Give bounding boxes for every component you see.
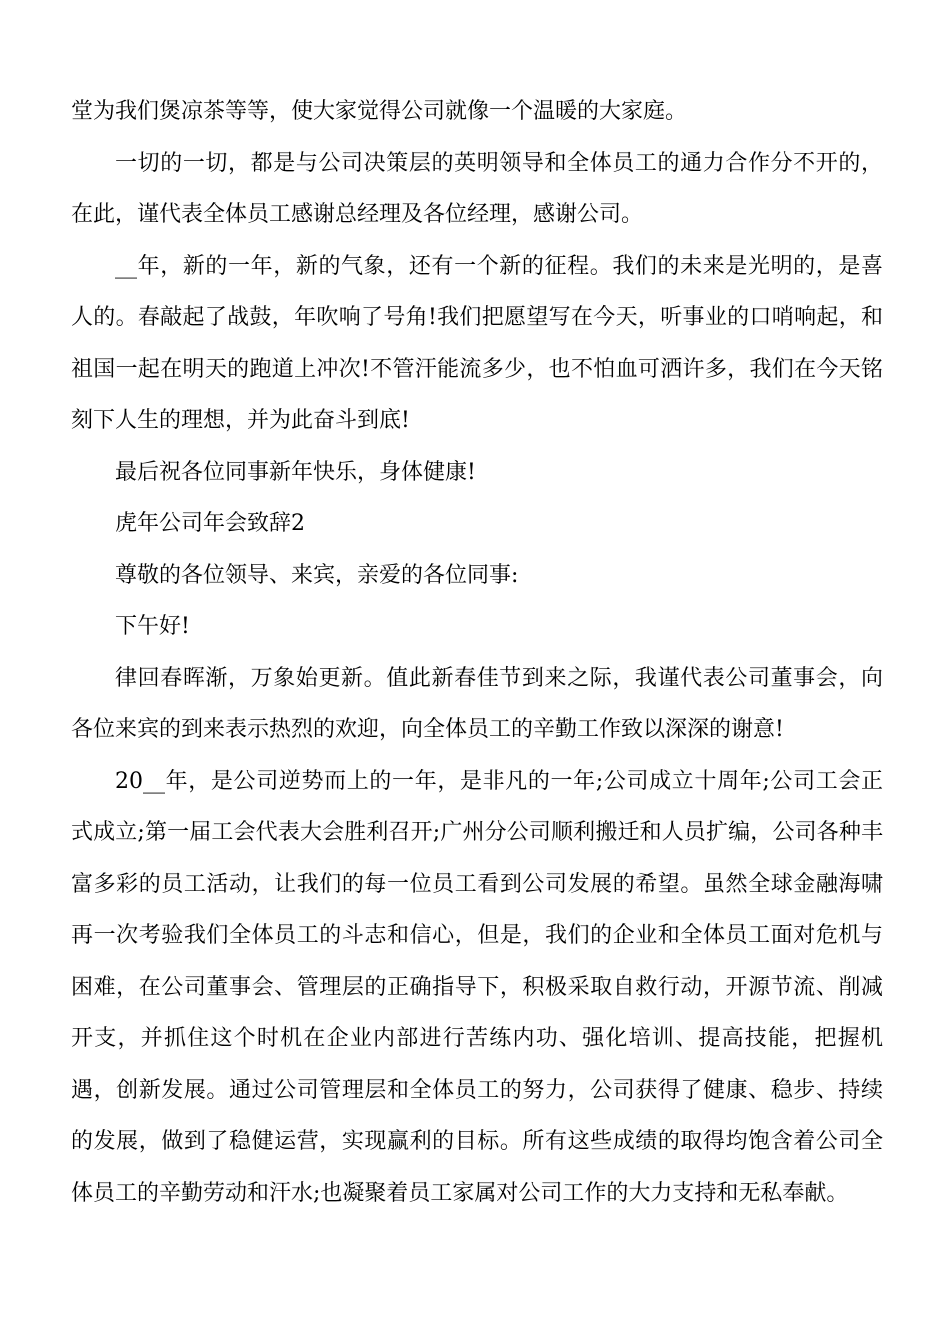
- paragraph: 最后祝各位同事新年快乐，身体健康!: [115, 459, 476, 485]
- section-heading: 虎年公司年会致辞2: [115, 511, 305, 536]
- document-body: [71, 86, 883, 1219]
- salutation: 尊敬的各位领导、来宾，亲爱的各位同事:: [115, 562, 519, 588]
- paragraph: 一切的一切，都是与公司决策层的英明领导和全体员工的通力合作分不开的，在此，谨代表全体员工感谢总经理及各位经理，感谢公司。: [71, 150, 883, 227]
- paragraph: 堂为我们煲凉茶等等，使大家觉得公司就像一个温暖的大家庭。: [71, 99, 688, 124]
- paragraph: 律回春晖渐，万象始更新。值此新春佳节到来之际，我谨代表公司董事会，向各位来宾的到来表示热烈的欢迎，向全体员工的辛勤工作致以深深的谢意!: [71, 665, 883, 742]
- paragraph: __年，新的一年，新的气象，还有一个新的征程。我们的未来是光明的，是喜人的。春敲起了战鼓，年吹响了号角!我们把愿望写在今天，听事业的口哨响起，和祖国一起在明天的跑道上冲次!不管汗能流多少，也不怕血可洒许多，我们在今天铭刻下人生的理想，并为此奋斗到底!: [71, 253, 883, 433]
- paragraph: 20__年，是公司逆势而上的一年，是非凡的一年;公司成立十周年;公司工会正式成立;第一届工会代表大会胜利召开;广州分公司顺利搬迁和人员扩编，公司各种丰富多彩的员工活动，让我们的每一位员工看到公司发展的希望。虽然全球金融海啸再一次考验我们全体员工的斗志和信心，但是，我们的企业和全体员工面对危机与困难，在公司董事会、管理层的正确指导下，积极采取自救行动，开源节流、削减开支，并抓住这个时机在企业内部进行苦练内功、强化培训、提高技能，把握机遇，创新发展。通过公司管理层和全体员工的努力，公司获得了健康、稳步、持续的发展，做到了稳健运营，实现赢利的目标。所有这些成绩的取得均饱含着公司全体员工的辛勤劳动和汗水;也凝聚着员工家属对公司工作的大力支持和无私奉献。: [71, 768, 883, 1206]
- greeting: 下午好!: [115, 614, 190, 639]
